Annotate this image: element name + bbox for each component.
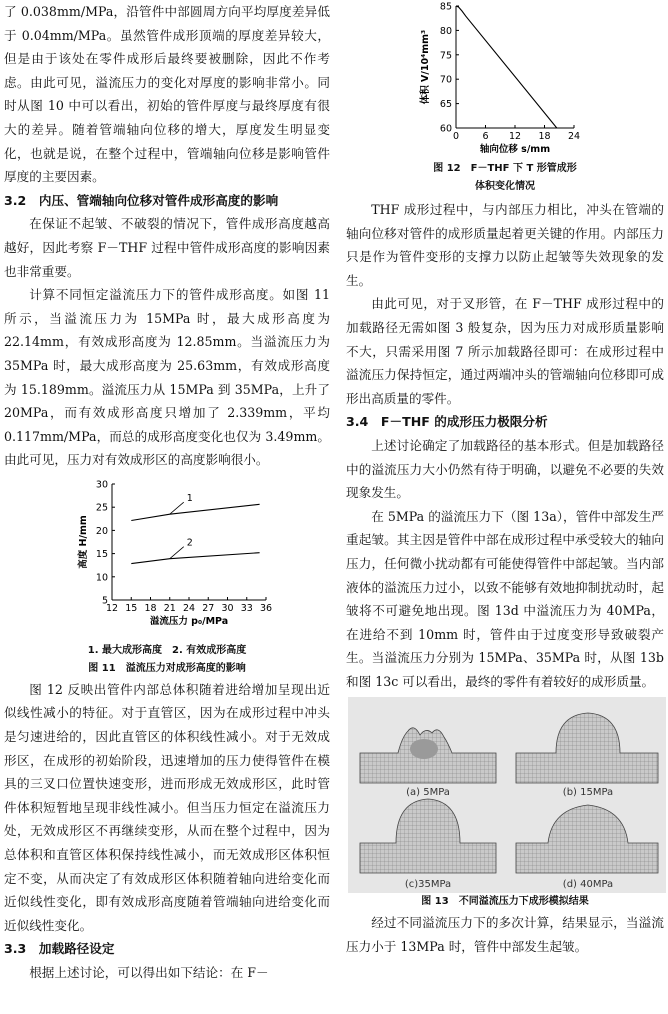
- x-tick-label: 6: [482, 131, 489, 142]
- series-label-leader: [170, 547, 184, 559]
- y-tick-label: 15: [95, 548, 108, 560]
- x-tick-label: 18: [144, 602, 157, 614]
- figure-12-caption-line-2: 体积变化情况: [475, 181, 535, 192]
- x-tick-label: 12: [105, 602, 119, 614]
- paragraph: 在保证不起皱、不破裂的情况下，管件成形高度越高越好，因此考察 F－THF 过程中管件成形高度的影响因素也非常重要。: [4, 216, 330, 279]
- figure-13-caption: 图 13 不同溢流压力下成形模拟结果: [421, 896, 589, 908]
- sim-label-a: (a) 5MPa: [406, 787, 450, 799]
- paragraph: 计算不同恒定溢流压力下的管件成形高度。如图 11 所示，当溢流压力为 15MPa 时，最大成形高度为 22.14mm，有效成形高度为 12.85mm。当溢流压力为 35MPa 时，最大成形高度为 25.63mm，有效成形高度为 15.189mm。溢流压力从 15MPa 到 35MPa，上升了 20MPa，而有效成形高度只增加了 2.339mm，平均 0.117mm/MPa，而总的成形高度变化也仅为 3.49mm。由此可见，压力对有效成形区的高度影响很小。: [4, 287, 330, 468]
- series-line-1: [456, 6, 557, 128]
- paragraph: 由此可见，对于叉形管，在 F－THF 成形过程中的加载路径无需如图 3 般复杂，因为压力对成形质量影响不大，只需采用图 7 所示加载路径即可：在成形过程中溢流压力保持恒定，通过两端冲头的管端轴向位移即可成形出高质量的零件。: [346, 296, 664, 406]
- x-tick-label: 21: [163, 602, 176, 614]
- y-axis-label: 体积 V/10⁴mm³: [420, 29, 431, 105]
- y-tick-label: 65: [439, 99, 452, 111]
- y-tick-label: 80: [439, 25, 452, 37]
- section-heading-3-4: 3.4 F－THF 的成形压力极限分析: [346, 414, 548, 430]
- section-heading-3-3: 3.3 加载路径设定: [4, 941, 115, 957]
- figure-13: [348, 697, 666, 893]
- figure-12-caption: 图 12 F－THF 下 T 形管成形: [433, 163, 577, 174]
- x-tick-label: 24: [567, 131, 581, 142]
- x-tick-label: 30: [221, 602, 234, 614]
- sim-label-c: (c)35MPa: [404, 879, 452, 891]
- x-tick-label: 33: [240, 602, 253, 614]
- x-tick-label: 12: [508, 131, 522, 142]
- figure-11-legend: 1. 最大成形高度 2. 有效成形高度: [87, 644, 247, 656]
- x-tick-label: 24: [182, 602, 196, 614]
- paragraph: 了 0.038mm/MPa，沿管件中部圆周方向平均厚度差异低于 0.04mm/MPa。虽然管件成形顶端的厚度差异较大，但是由于该处在零件成形后最终要被删除，因此不作考虑。由此可见，溢流压力的变化对厚度的影响非常小。同时从图 10 中可以看出，初始的管件厚度与最终厚度有很大的差异。随着管端轴向位移的增大，厚度发生明显变化，也就是说，在整个过程中，管端轴向位移是影响管件厚度的主要因素。: [4, 4, 330, 185]
- right-column: [346, 0, 664, 959]
- y-tick-label: 75: [439, 50, 452, 62]
- y-tick-label: 70: [439, 74, 452, 86]
- x-tick-label: 36: [259, 602, 273, 614]
- y-tick-label: 30: [95, 479, 108, 491]
- x-tick-label: 15: [125, 602, 138, 614]
- figure-12: [346, 0, 664, 160]
- section-heading-3-2: 3.2 内压、管端轴向位移对管件成形高度的影响: [4, 192, 279, 208]
- y-tick-label: 25: [95, 502, 108, 514]
- paragraph: 图 12 反映出管件内部总体积随着进给增加呈现出近似线性减小的特征。对于直管区，因为在成形过程中冲头是匀速进给的，因此直管区的体积线性减小。对于无效成形区，在成形的初始阶段，迅速增加的压力使得管件在模具的三叉口位置快速变形，进而形成无效成形区，此时管件体积短暂地呈现非线性减小。但当压力恒定在溢流压力处，无效成形区不再继续变形，从而在整个过程中，因为总体积和直管区体积保持线性减小，而无效成形区体积恒定不变，从而决定了有效成形区体积随着轴向进给变化而近似线性变化，即有效成形高度随着管端轴向进给变化而近似线性变化。: [4, 681, 330, 933]
- y-tick-label: 85: [439, 1, 452, 13]
- paragraph: 经过不同溢流压力下的多次计算，结果显示，当溢流压力小于 13MPa 时，管件中部发生起皱。: [346, 915, 664, 955]
- x-tick-label: 0: [452, 131, 460, 142]
- x-axis-label: 溢流压力 p₀/MPa: [149, 615, 229, 627]
- left-column: [4, 0, 330, 985]
- paragraph: THF 成形过程中，与内部压力相比，冲头在管端的轴向位移对管件的成形质量起着更关键的作用。内部压力只是作为管件变形的支撑力以防止起皱等失效现象的发生。: [346, 202, 664, 288]
- sim-label-d: (d) 40MPa: [562, 879, 614, 891]
- y-tick-label: 20: [95, 525, 108, 537]
- x-tick-label: 18: [538, 131, 551, 142]
- figure-12-chart: [346, 0, 664, 160]
- x-tick-label: 27: [202, 602, 215, 614]
- paragraph: 上述讨论确定了加载路径的基本形式。但是加载路径中的溢流压力大小仍然有待于明确，以避免不必要的失效现象发生。: [346, 437, 664, 501]
- series-label: 2: [186, 537, 193, 549]
- figure-13-image: [348, 697, 666, 893]
- series-line-2: [131, 553, 259, 564]
- x-axis-label: 轴向位移 s/mm: [479, 144, 551, 155]
- series-line-1: [131, 504, 259, 520]
- figure-11-chart: [4, 474, 330, 642]
- paragraph: 根据上述讨论，可以得出如下结论：在 F－: [29, 965, 269, 980]
- paragraph: 在 5MPa 的溢流压力下（图 13a），管件中部发生严重起皱。其主因是管件中部在成形过程中承受较大的轴向压力，任何微小扰动都有可能使得管件中部起皱。当内部液体的溢流压力过小，以致不能够有效地抑制扰动时，起皱将不可避免地出现。图 13d 中溢流压力为 40MPa，在进给不到 10mm 时，管件由于过度变形导致破裂产生。当溢流压力分别为 15MPa、35MPa 时，从图 13b 和图 13c 可以看出，最终的零件有着较好的成形质量。: [346, 508, 664, 689]
- figure-11-caption: 图 11 溢流压力对成形高度的影响: [88, 662, 246, 674]
- sim-label-b: (b) 15MPa: [562, 787, 614, 799]
- y-tick-label: 60: [439, 123, 452, 135]
- figure-11: [4, 474, 330, 642]
- y-tick-label: 10: [95, 572, 108, 584]
- y-axis-label: 高度 H/mm: [78, 515, 89, 569]
- y-tick-label: 5: [101, 595, 108, 607]
- series-label: 1: [186, 493, 193, 505]
